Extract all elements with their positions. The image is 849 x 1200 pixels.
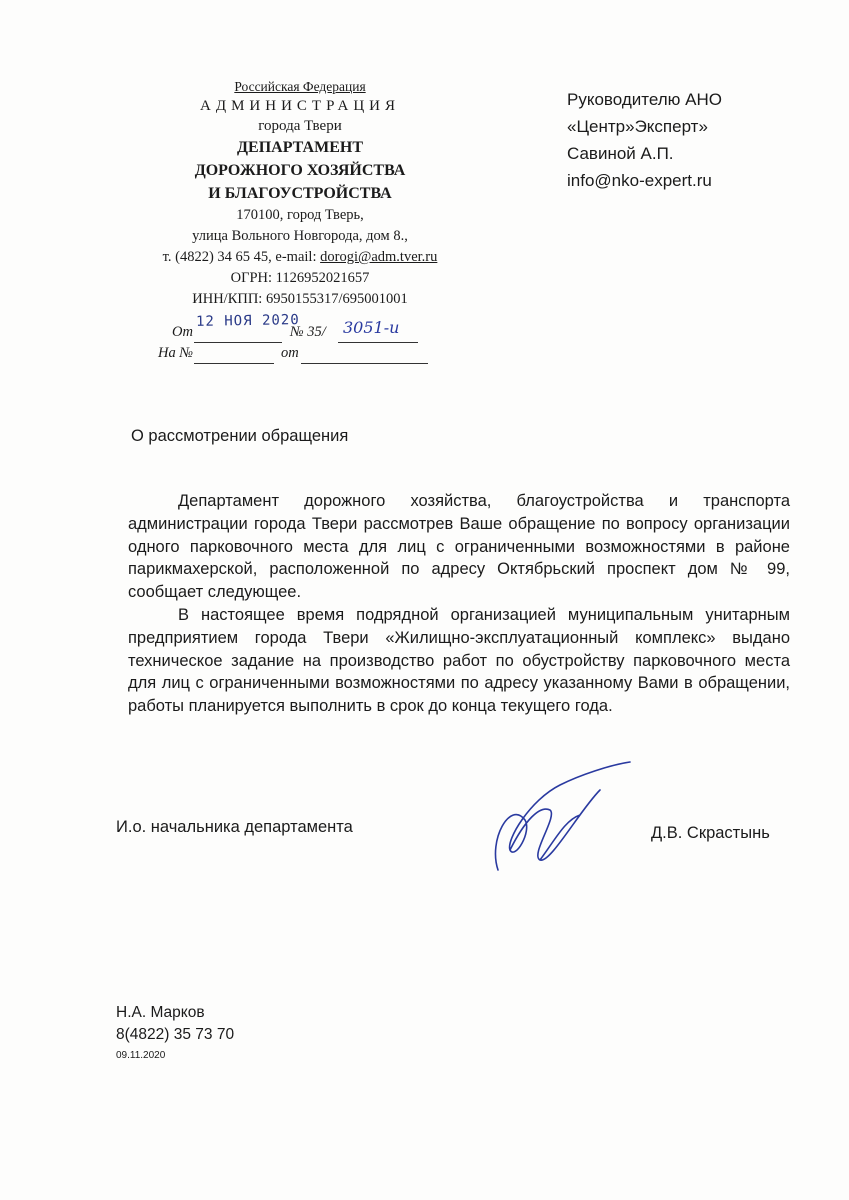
addressee-email[interactable]: info@nko-expert.ru <box>567 171 712 190</box>
addressee-line-1: Руководителю АНО <box>567 90 722 109</box>
signatory-name: Д.В. Скрастынь <box>651 824 770 842</box>
from-label: От <box>172 324 193 340</box>
postal-address: 170100, город Тверь, <box>236 207 364 223</box>
letter-body <box>128 490 790 718</box>
reply-from-label: от <box>281 345 299 361</box>
subject-line: О рассмотрении обращения <box>131 427 349 445</box>
reply-number-line <box>194 363 274 364</box>
department-title-2: ДОРОЖНОГО ХОЗЯЙСТВА <box>194 162 406 179</box>
letterhead <box>110 78 490 310</box>
phone-text: т. (4822) 34 65 45, e-mail: <box>162 249 321 265</box>
inn-line: ИНН/КПП: 6950155317/695001001 <box>192 291 408 307</box>
number-label: № 35/ <box>290 324 326 340</box>
contact-line <box>110 247 490 268</box>
executor-name: Н.А. Марков <box>116 1004 205 1021</box>
number-line <box>338 342 418 343</box>
reply-label: На № <box>158 345 194 361</box>
date-stamp: 12 НОЯ 2020 <box>195 312 300 330</box>
addressee-line-2: «Центр»Эксперт» <box>567 117 708 136</box>
admin-line: АДМИНИСТРАЦИЯ <box>200 98 400 114</box>
handwritten-number: 3051-и <box>343 318 400 337</box>
from-date-line <box>194 342 282 343</box>
addressee-block <box>567 86 827 194</box>
body-paragraph-2: В настоящее время подрядной организацией муниципальным унитарным предприятием города Твери «Жилищно-эксплуатационный комплекс» выдано техническое задание на производство работ по обустройству парковочного места для лиц с ограниченными возможностями по адресу указанному Вами в обращении, работы планируется выполнить в срок до конца текущего года. <box>128 605 790 716</box>
department-title-1: ДЕПАРТАМЕНТ <box>237 139 363 156</box>
street-address: улица Вольного Новгорода, дом 8., <box>192 228 408 244</box>
city-line: города Твери <box>258 118 342 134</box>
ogrn-line: ОГРН: 1126952021657 <box>230 270 370 286</box>
addressee-line-3: Савиной А.П. <box>567 144 674 163</box>
country-line: Российская Федерация <box>234 79 366 94</box>
email-link[interactable]: dorogi@adm.tver.ru <box>320 249 438 265</box>
handwritten-signature <box>470 760 640 880</box>
department-title-3: И БЛАГОУСТРОЙСТВА <box>208 185 392 202</box>
reply-date-line <box>301 363 428 364</box>
body-paragraph-1: Департамент дорожного хозяйства, благоустройства и транспорта администрации города Твери рассмотрев Ваше обращение по вопросу организации одного парковочного места для лиц с ограниченными возможностями в районе парикмахерской, расположенной по адресу Октябрьский проспект дом № 99, сообщает следующее. <box>128 492 790 602</box>
signatory-position: И.о. начальника департамента <box>116 818 353 836</box>
executor-phone: 8(4822) 35 73 70 <box>116 1026 235 1043</box>
document-date: 09.11.2020 <box>116 1050 166 1061</box>
executor-block <box>116 1002 234 1046</box>
